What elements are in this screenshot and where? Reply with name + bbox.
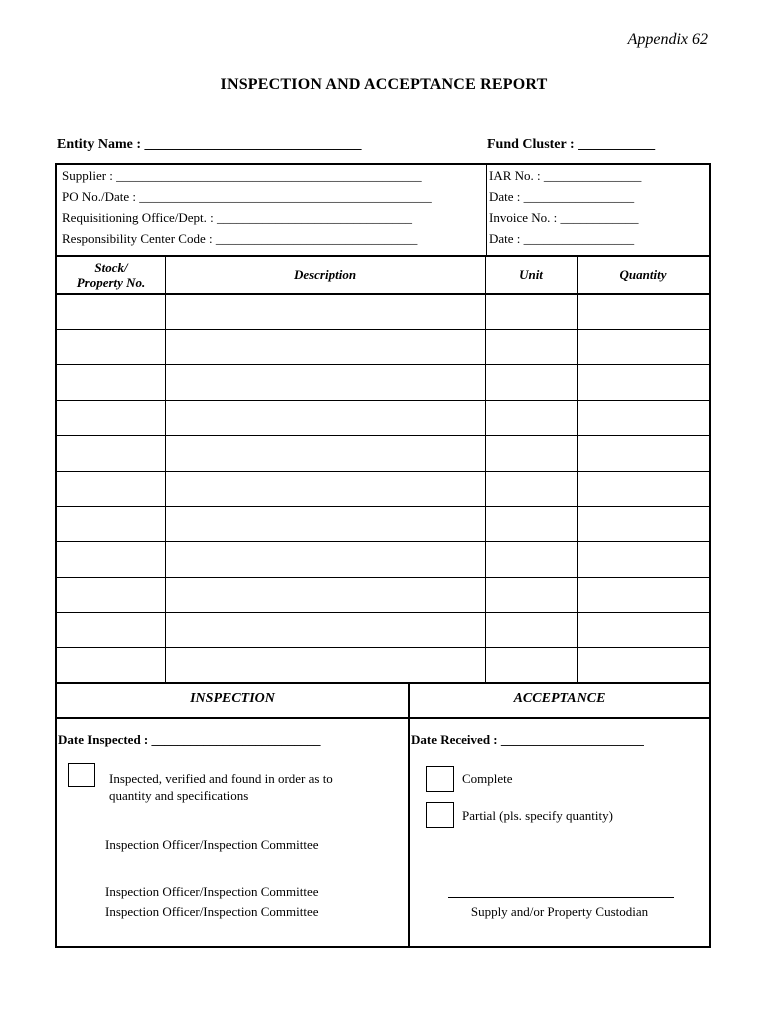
inspected-checkbox[interactable]	[68, 763, 95, 787]
entity-name-field[interactable]: Entity Name : _______________________________	[57, 137, 362, 152]
col-header-quantity: Quantity	[619, 267, 667, 282]
col-header-stock	[57, 260, 165, 290]
header-divider	[486, 165, 487, 256]
table-row	[57, 541, 709, 542]
table-bottom-rule	[57, 682, 709, 684]
fund-cluster-field[interactable]: Fund Cluster : ___________	[487, 137, 656, 152]
inspection-officer-3: Inspection Officer/Inspection Committee	[105, 904, 319, 919]
date-received-field[interactable]: Date Received : ______________________	[411, 732, 644, 747]
complete-checkbox[interactable]	[426, 766, 454, 792]
inspected-text-line1: Inspected, verified and found in order as to	[109, 771, 333, 786]
table-row	[57, 577, 709, 578]
custodian-signature-line	[448, 897, 674, 898]
table-row	[57, 435, 709, 436]
header-row-rule	[57, 293, 709, 295]
partial-label: Partial (pls. specify quantity)	[462, 808, 613, 823]
partial-checkbox[interactable]	[426, 802, 454, 828]
header-bottom-rule	[57, 255, 709, 257]
date-inspected-field[interactable]: Date Inspected : __________________________	[58, 732, 321, 747]
inspected-text-line2: quantity and specifications	[109, 788, 249, 803]
col-header-description: Description	[293, 267, 357, 282]
supplier-field[interactable]: Supplier : _______________________________________________	[62, 168, 422, 183]
report-frame	[55, 163, 711, 948]
inspection-heading: INSPECTION	[190, 691, 275, 706]
col-divider-3	[577, 257, 578, 683]
iar-date-field[interactable]: Date : _________________	[489, 189, 635, 204]
table-row	[57, 612, 709, 613]
appendix-label: Appendix 62	[627, 31, 708, 48]
custodian-label: Supply and/or Property Custodian	[470, 904, 649, 919]
col-header-unit: Unit	[519, 267, 543, 282]
col-header-stock-line1: Stock/	[94, 260, 128, 275]
col-divider-2	[485, 257, 486, 683]
table-row	[57, 506, 709, 507]
po-date-field[interactable]: PO No./Date : _____________________________________________	[62, 189, 432, 204]
table-row	[57, 400, 709, 401]
acceptance-heading: ACCEPTANCE	[513, 691, 606, 706]
invoice-no-field[interactable]: Invoice No. : ____________	[489, 210, 639, 225]
inspection-officer-1: Inspection Officer/Inspection Committee	[105, 837, 319, 852]
table-row	[57, 471, 709, 472]
col-divider-1	[165, 257, 166, 683]
responsibility-center-field[interactable]: Responsibility Center Code : _______________________________	[62, 231, 418, 246]
complete-label: Complete	[462, 771, 513, 786]
table-row	[57, 329, 709, 330]
iar-no-field[interactable]: IAR No. : _______________	[489, 168, 642, 183]
page-title: INSPECTION AND ACCEPTANCE REPORT	[220, 76, 548, 93]
invoice-date-field[interactable]: Date : _________________	[489, 231, 635, 246]
col-header-stock-line2: Property No.	[76, 275, 146, 290]
inspection-officer-2: Inspection Officer/Inspection Committee	[105, 884, 319, 899]
section-header-rule	[57, 717, 709, 719]
requisitioning-office-field[interactable]: Requisitioning Office/Dept. : ______________________________	[62, 210, 413, 225]
table-row	[57, 364, 709, 365]
table-row	[57, 647, 709, 648]
